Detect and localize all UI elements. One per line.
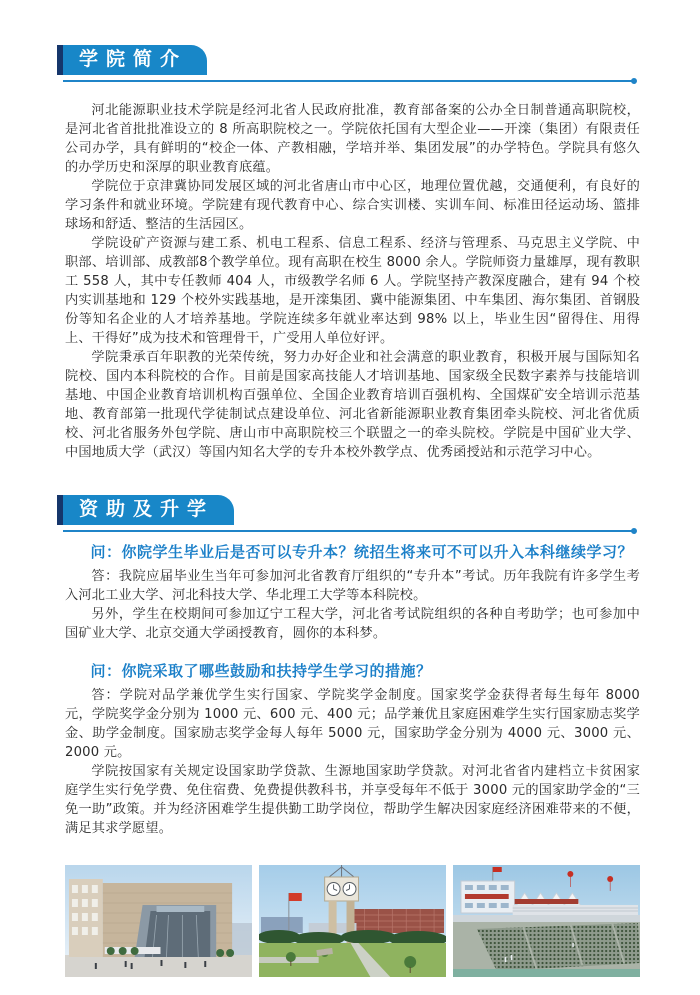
question-1: 问：你院学生毕业后是否可以专升本？统招生将来可不可以升入本科继续学习？	[90, 543, 634, 561]
rule-end-dot	[631, 78, 637, 84]
clock-tower-photo	[259, 865, 446, 977]
intro-text-block	[65, 101, 640, 462]
header-rule	[63, 80, 635, 82]
answer-block-2	[65, 686, 640, 838]
answer-paragraph: 答：我院应届毕业生当年可参加河北省教育厅组织的“专升本”考试。历年我院有许多学生考入河北工业大学、河北科技大学、华北理工大学等本科院校。	[65, 569, 640, 603]
header-rule	[63, 530, 635, 532]
answer-paragraph: 学院按国家有关规定设国家助学贷款、生源地国家助学贷款。对河北省省内建档立卡贫困家庭学生实行免学费、免住宿费、免费提供教科书，并享受每年不低于 3000 元的国家助学金的“三免一助”政策。并为经济困难学生提供勤工助学岗位，帮助学生解决因家庭经济困难带来的不便，满足其求学愿望。	[65, 764, 640, 836]
rule-end-dot	[631, 528, 637, 534]
intro-paragraph: 学院设矿产资源与建工系、机电工程系、信息工程系、经济与管理系、马克思主义学院、中职部、培训部、成教部8个教学单位。现有高职在校生 8000 余人。学院师资力量雄厚，现有教职工 558 人，其中专任教师 404 人，市级教学名师 6 人。学院坚持产教深度融合，建有 94 个校内实训基地和 129 个校外实践基地，是开滦集团、冀中能源集团、中车集团、海尔集团、首钢股份等知名企业的人才培养基地。学院连续多年就业率达到 98% 以上，毕业生因“留得住、用得上、干得好”成为技术和管理骨干，广受用人单位好评。	[65, 236, 640, 346]
answer-paragraph: 另外，学生在校期间可参加辽宁工程大学，河北省考试院组织的各种自考助学；也可参加中国矿业大学、北京交通大学函授教育，圆你的本科梦。	[65, 607, 640, 641]
brochure-page	[0, 45, 700, 977]
student-assembly-illustration	[453, 865, 640, 977]
answer-paragraph: 答：学院对品学兼优学生实行国家、学院奖学金制度。国家奖学金获得者每生每年 8000 元，学院奖学金分别为 1000 元、600 元、400 元；品学兼优且家庭困难学生实行国家励志奖学金、助学金制度。国家励志奖学金每人每年 5000 元，国家助学金分别为 4000 元、3000 元、2000 元。	[65, 688, 640, 760]
intro-paragraph: 学院秉承百年职教的光荣传统，努力办好企业和社会满意的职业教育，积极开展与国际知名院校、国内本科院校的合作。目前是国家高技能人才培训基地、国家级全民数字素养与技能培训基地、中国企业教育培训机构百强单位、全国企业教育培训百强机构、全国煤矿安全培训示范基地、教育部第一批现代学徒制试点建设单位、河北省新能源职业教育集团牵头院校、河北省优质校、河北省服务外包学院、唐山市中高职院校三个联盟之一的牵头院校。学院是中国矿业大学、中国地质大学（武汉）等国内知名大学的专升本校外教学点、优秀函授站和示范学习中心。	[65, 350, 640, 460]
section-title-intro: 学院简介	[79, 48, 188, 70]
clock-tower-illustration	[259, 865, 446, 977]
section-title-funding: 资助及升学	[79, 498, 215, 520]
answer-block-1	[65, 567, 640, 643]
intro-paragraph: 学院位于京津冀协同发展区域的河北省唐山市中心区，地理位置优越，交通便利，有良好的学习条件和就业环境。学院建有现代教育中心、综合实训楼、实训车间、标准田径运动场、篮排球场和舒适、整洁的生活园区。	[65, 179, 640, 232]
section-header-intro	[65, 45, 640, 83]
section-badge	[63, 45, 207, 75]
campus-building-illustration	[65, 865, 252, 977]
section-badge	[63, 495, 234, 525]
student-assembly-photo	[453, 865, 640, 977]
campus-main-building-photo	[65, 865, 252, 977]
photo-strip	[65, 865, 640, 977]
section-header-funding	[65, 495, 640, 533]
intro-paragraph: 河北能源职业技术学院是经河北省人民政府批准，教育部备案的公办全日制普通高职院校，是河北省首批批准设立的 8 所高职院校之一。学院依托国有大型企业——开滦（集团）有限责任公司办学，具有鲜明的“校企一体、产教相融，学培并举、集团发展”的办学特色。学院具有悠久的办学历史和深厚的职业教育底蕴。	[65, 103, 640, 175]
question-2: 问：你院采取了哪些鼓励和扶持学生学习的措施？	[90, 662, 432, 680]
